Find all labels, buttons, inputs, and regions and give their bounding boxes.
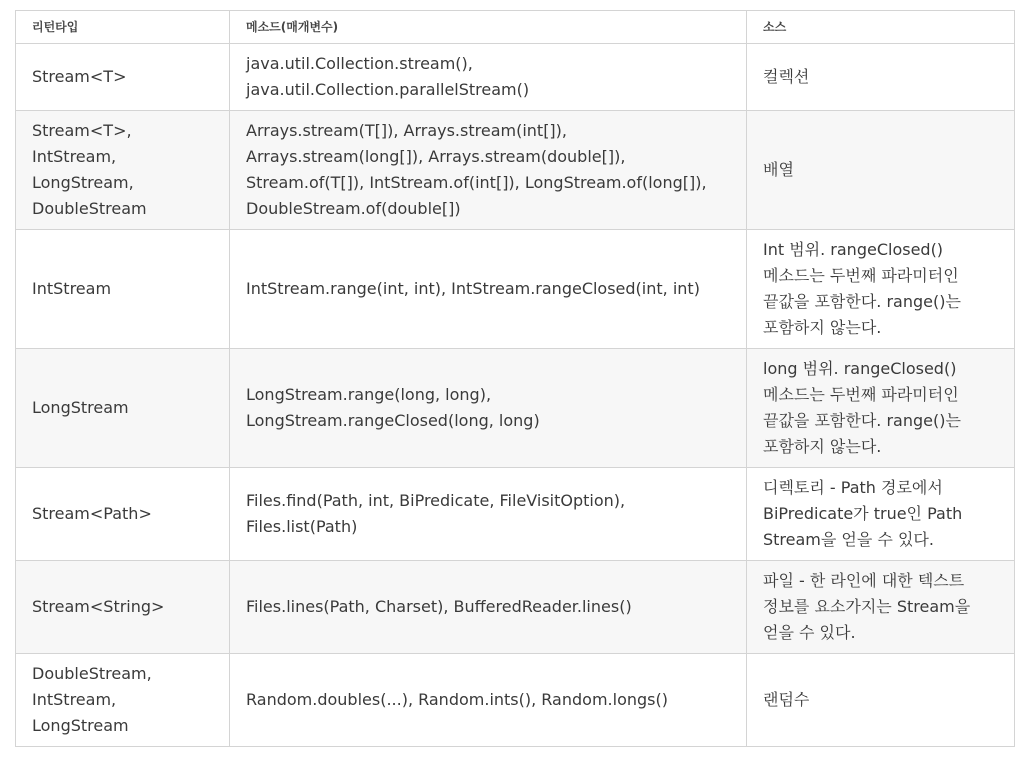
source-text: Int 범위. rangeClosed() 메소드는 두번째 파라미터인 끝값을 포함한다. range()는 포함하지 않는다. [763,240,961,337]
source-text: 디렉토리 - Path 경로에서 BiPredicate가 true인 Path Stream을 얻을 수 있다. [763,478,963,549]
source-cell [747,230,1015,349]
return-type-line: LongStream [32,398,129,417]
method-cell [230,561,747,654]
return-type-line: LongStream [32,716,129,735]
return-type-line: DoubleStream, [32,664,152,683]
source-cell [747,349,1015,468]
source-text: 파일 - 한 라인에 대한 텍스트 정보를 요소가지는 Stream을 얻을 수 있다. [763,571,971,642]
return-type-line: IntStream, [32,690,117,709]
source-cell [747,44,1015,111]
return-type-line: IntStream, [32,147,117,166]
table-row [16,561,1015,654]
table-row [16,349,1015,468]
return-type-line: IntStream [32,279,112,298]
table-row [16,44,1015,111]
return-type-cell [16,468,230,561]
method-cell [230,44,747,111]
method-line: java.util.Collection.stream(), [246,54,473,73]
return-type-line: LongStream, [32,173,134,192]
method-line: Files.lines(Path, Charset), BufferedReader.lines() [246,597,632,616]
method-cell [230,654,747,747]
source-text: 랜덤수 [763,690,810,709]
method-cell [230,230,747,349]
return-type-cell [16,654,230,747]
method-line: LongStream.rangeClosed(long, long) [246,411,540,430]
header-source: 소스 [747,11,1015,44]
header-method: 메소드(매개변수) [230,11,747,44]
method-cell [230,111,747,230]
method-cell [230,468,747,561]
source-cell [747,561,1015,654]
return-type-cell [16,561,230,654]
method-cell [230,349,747,468]
method-line: Arrays.stream(T[]), Arrays.stream(int[]), [246,121,567,140]
return-type-line: Stream<T> [32,67,127,86]
return-type-cell [16,230,230,349]
method-line: LongStream.range(long, long), [246,385,492,404]
method-line: Stream.of(T[]), IntStream.of(int[]), LongStream.of(long[]), [246,173,707,192]
method-line: Random.doubles(...), Random.ints(), Random.longs() [246,690,668,709]
source-cell [747,654,1015,747]
method-line: IntStream.range(int, int), IntStream.rangeClosed(int, int) [246,279,700,298]
stream-sources-table [15,10,1015,747]
source-text: 컬렉션 [763,67,810,86]
return-type-cell [16,349,230,468]
stream-sources-table-container [15,10,1014,747]
method-line: Files.list(Path) [246,517,358,536]
table-row [16,111,1015,230]
return-type-line: Stream<T>, [32,121,132,140]
return-type-line: Stream<String> [32,597,165,616]
source-cell [747,111,1015,230]
method-line: DoubleStream.of(double[]) [246,199,461,218]
method-line: Files.find(Path, int, BiPredicate, FileVisitOption), [246,491,626,510]
source-cell [747,468,1015,561]
table-header-row [16,11,1015,44]
method-line: Arrays.stream(long[]), Arrays.stream(double[]), [246,147,626,166]
return-type-line: DoubleStream [32,199,147,218]
table-row [16,468,1015,561]
return-type-cell [16,111,230,230]
table-row [16,654,1015,747]
table-row [16,230,1015,349]
source-text: 배열 [763,160,794,179]
source-text: long 범위. rangeClosed() 메소드는 두번째 파라미터인 끝값을 포함한다. range()는 포함하지 않는다. [763,359,961,456]
return-type-line: Stream<Path> [32,504,152,523]
header-return-type: 리턴타입 [16,11,230,44]
return-type-cell [16,44,230,111]
method-line: java.util.Collection.parallelStream() [246,80,530,99]
